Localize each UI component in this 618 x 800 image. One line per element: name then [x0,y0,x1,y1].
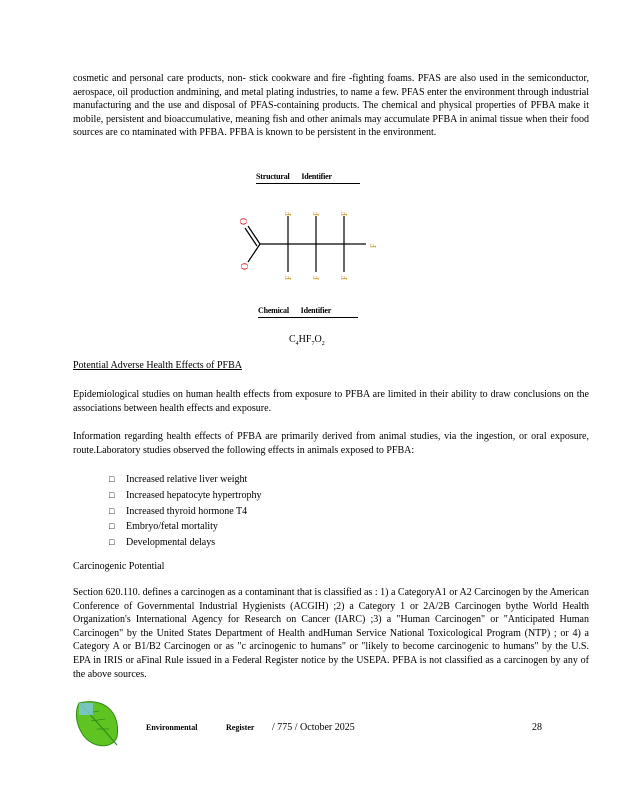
formula-c: C [289,334,296,345]
intro-paragraph: cosmetic and personal care products, non- stick cookware and fire -fighting foams. PFAS are also used in the semiconductor, aerospace, oil production andmining, and metal plating industries, to name a few. PFAS enter the environment through industrial manufacturing and the use and disposal of PFAS-containing products. The chemical and physical properties of PFBA make it mobile, persistent and bioaccumulative, meaning fish and other animals may accumulate PFBA in animal tissue when their food sources are co ntaminated with PFBA. PFBA is known to be persistent in the environment. [73,73,589,139]
fluorine-7: F [369,243,378,248]
bullet-box-icon: □ [109,489,115,500]
footer-issue: / 775 / October 2025 [272,722,355,733]
formula-o-sub: 2 [321,341,325,347]
bullet-box-icon: □ [109,474,115,484]
chemical-identifier-label [258,306,358,318]
fluorine-1: F [284,211,293,216]
fluorine-5: F [340,211,349,216]
footer-publication: Environmental [146,723,198,732]
effects-list [109,472,262,551]
effect-text: Embryo/fetal mortality [126,521,218,533]
page-number: 28 [532,722,542,733]
fluorine-4: F [312,275,321,280]
formula-hf: HF [298,334,312,345]
environmental-register-leaf-logo [73,697,123,749]
bullet-box-icon: □ [109,521,115,532]
section-paragraph: Section 620.110. defines a carcinogen as a contaminant that is classified as : 1) a CategoryA1 or A2 Carcinogen by the American Conference of Governmental Industrial Hygienists (ACGIH) ;2) a Category 1 or 2A/2B Carcinogen bythe World Health Organization's International Agency for Research on Cancer (IARC) ;3) a "Human Carcinogen" or "Anticipated Human Carcinogen" by the United States Department of Health andHuman Service National Toxicological Program (NTP) ; or 4) a Category A or B1/B2 Carcinogen or as "c arcinogenic to humans" or "likely to become carcinogenic to humans" by the U.S. EPA in IRIS or aFinal Rule issued in a Federal Register notice by the USEPA. PFBA is not classified as a carcinogen by any of the above sources. [73,587,589,680]
chemical-label-word: Chemical [258,306,289,315]
formula-c-sub: 4 [295,341,299,347]
oxygen-top: O [239,217,250,225]
list-item [109,519,262,535]
pfba-structure-diagram [234,202,384,280]
chemical-formula [289,334,325,350]
list-item [109,472,262,488]
formula-o: O [314,334,322,345]
bullet-box-icon: □ [109,537,115,548]
effect-text: Developmental delays [126,537,216,549]
bullet-box-icon: □ [109,505,115,516]
identifier-label-word: Identifier [301,172,332,181]
structural-identifier-label [256,172,360,184]
carcinogenic-heading: Carcinogenic Potential [73,561,165,572]
hydroxyl-bond [248,244,260,262]
adverse-effects-heading: Potential Adverse Health Effects of PFBA [73,360,242,371]
list-item [109,504,262,520]
oxygen-bottom: O [240,262,251,270]
list-item [109,488,262,504]
effect-text: Increased relative liver weight [126,474,248,485]
epidemiological-paragraph: Epidemiological studies on human health effects from exposure to PFBA are limited in their ability to draw conclusions on the associations between health effects and exposure. [73,389,589,414]
fluorine-2: F [284,275,293,280]
fluorine-3: F [312,211,321,216]
effect-text: Increased thyroid hormone T4 [126,505,248,517]
fluorine-6: F [340,275,349,280]
structural-label-word: Structural [256,172,290,181]
information-paragraph: Information regarding health effects of PFBA are primarily derived from animal studies, via the ingestion, or oral exposure, route.Laboratory studies observed the following effects in animals exposed to PFBA: [73,431,589,456]
list-item [109,535,262,551]
formula-hf-sub: 7 [311,341,315,347]
identifier-label-word-2: Identifier [300,306,332,315]
effect-text: Increased hepatocyte hypertrophy [126,489,262,501]
footer-register: Register [226,723,255,732]
